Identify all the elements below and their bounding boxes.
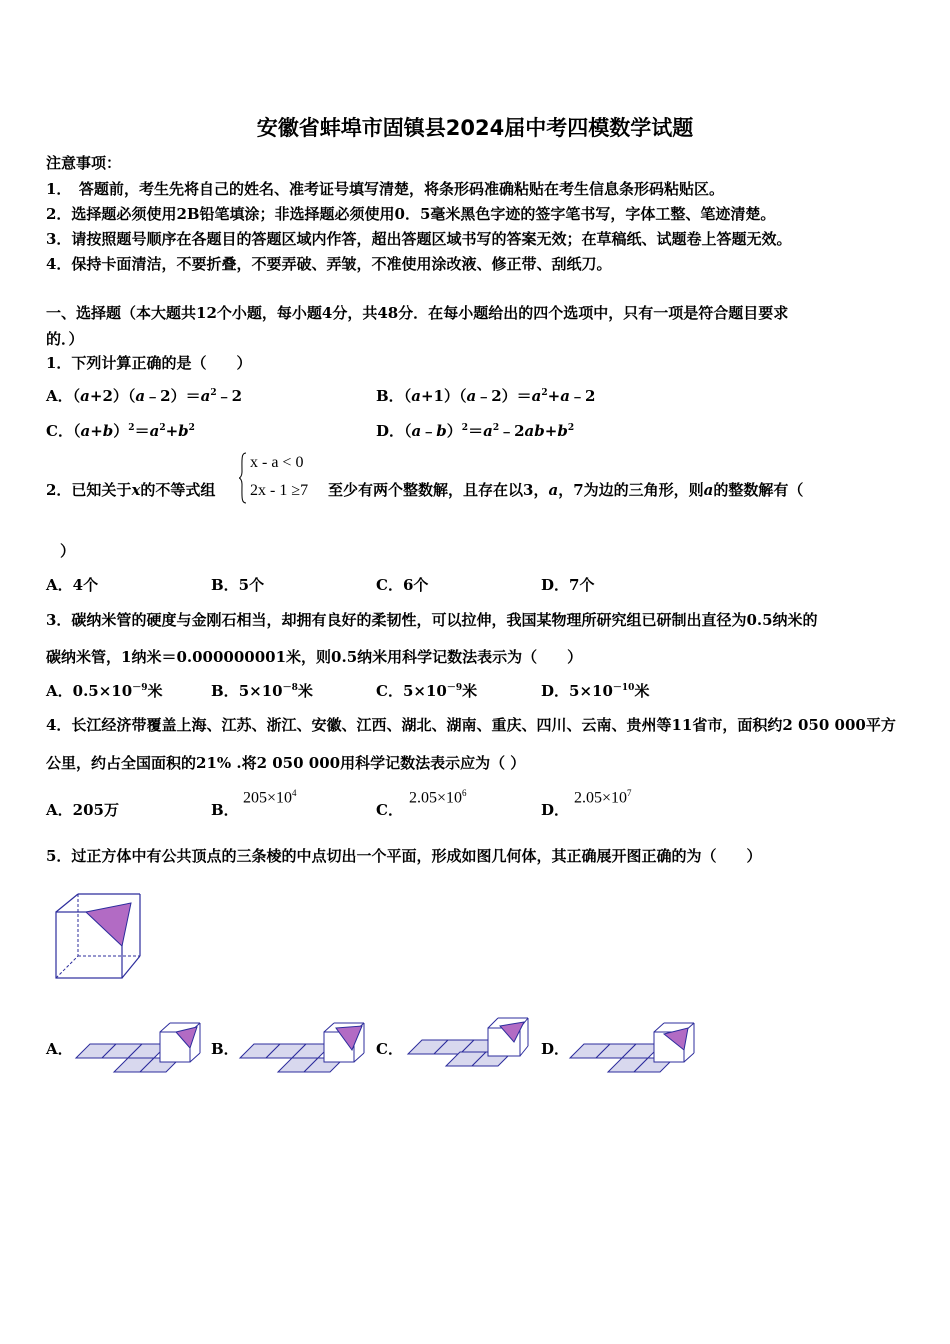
net-figure-a xyxy=(74,1020,202,1076)
q4-option-b-label: B． xyxy=(211,801,239,819)
net-figure-c xyxy=(406,1016,534,1072)
notice-item: 4．保持卡面清洁，不要折叠，不要弄破、弄皱，不准使用涂改液、修正带、刮纸刀。 xyxy=(46,255,612,273)
question-5-stem: 5．过正方体中有公共顶点的三条棱的中点切出一个平面，形成如图几何体，其正确展开图正确的为（ ） xyxy=(46,847,762,865)
question-3-stem-cont: 碳纳米管，1纳米＝0.000000001米，则0.5纳米用科学记数法表示为（ ） xyxy=(46,648,583,666)
question-2-stem: 2．已知关于x的不等式组 xyxy=(46,481,216,499)
q2-option-b: B．5个 xyxy=(211,576,265,594)
inequality-2: 2x - 1 ≥7 xyxy=(250,482,309,499)
question-4-stem: 4．长江经济带覆盖上海、江苏、浙江、安徽、江西、湖北、湖南、重庆、四川、云南、贵州等11省市，面积约2 050 000平方 xyxy=(46,716,896,734)
net-figure-d xyxy=(568,1020,696,1076)
q4-option-b: $205\times 10^4$ xyxy=(243,788,297,807)
notice-heading: 注意事项： xyxy=(46,154,122,172)
q1-option-c: C．$(a+b)^2=a^2+b^2$ xyxy=(46,422,195,440)
inequality-1: x - a < 0 xyxy=(250,454,304,471)
q1-option-d: D．$(a﹣b)^2=a^2﹣2ab+b^2$ xyxy=(376,422,575,440)
notice-item: 1． 答题前，考生先将自己的姓名、准考证号填写清楚，将条形码准确粘贴在考生信息条形码粘贴区。 xyxy=(46,180,724,198)
q2-option-c: C．6个 xyxy=(376,576,429,594)
q5-option-a-label: A． xyxy=(46,1040,73,1058)
question-2-stem-cont: 至少有两个整数解，且存在以3，a，7为边的三角形，则a的整数解有（ xyxy=(328,481,804,499)
section-heading-cont: 的．） xyxy=(46,330,84,348)
question-2-close: ） xyxy=(60,542,76,560)
q5-option-c-label: C． xyxy=(376,1040,403,1058)
q1-option-b: B．$(a+1)(a﹣2)=a^2+a﹣2$ xyxy=(376,387,596,405)
notice-item: 3．请按照题号顺序在各题目的答题区域内作答，超出答题区域书写的答案无效；在草稿纸、试题卷上答题无效。 xyxy=(46,230,792,248)
q5-option-d-label: D． xyxy=(541,1040,570,1058)
q3-option-c: C．$5\times 10^{-9}$米 xyxy=(376,682,478,700)
q4-option-d: $2.05\times 10^7$ xyxy=(574,788,632,807)
cube-figure xyxy=(50,890,145,985)
q5-option-b-label: B． xyxy=(211,1040,239,1058)
q3-option-d: D．$5\times 10^{-10}$米 xyxy=(541,682,650,700)
page-title: 安徽省蚌埠市固镇县2024届中考四模数学试题 xyxy=(256,116,694,140)
q4-option-c: $2.05\times 10^6$ xyxy=(409,788,467,807)
q4-option-c-label: C． xyxy=(376,801,403,819)
q3-option-a: A．$0.5\times 10^{-9}$米 xyxy=(46,682,163,700)
question-3-stem: 3．碳纳米管的硬度与金刚石相当，却拥有良好的柔韧性，可以拉伸，我国某物理所研究组已研制出直径为0.5纳米的 xyxy=(46,611,818,629)
q3-option-b: B．$5\times 10^{-8}$米 xyxy=(211,682,313,700)
section-heading: 一、选择题（本大题共12个小题，每小题4分，共48分．在每小题给出的四个选项中，只有一项是符合题目要求 xyxy=(46,304,789,322)
notice-item: 2．选择题必须使用2B铅笔填涂；非选择题必须使用0．5毫米黑色字迹的签字笔书写，字体工整、笔迹清楚。 xyxy=(46,205,776,223)
net-figure-b xyxy=(238,1020,366,1076)
q2-option-a: A．4个 xyxy=(46,576,99,594)
q4-option-d-label: D． xyxy=(541,801,570,819)
q1-option-a: A．$(a+2)(a﹣2)=a^2﹣2$ xyxy=(46,387,243,405)
question-1-stem: 1．下列计算正确的是（ ） xyxy=(46,354,252,372)
q4-option-a: A．205万 xyxy=(46,801,119,819)
q2-option-d: D．7个 xyxy=(541,576,595,594)
question-4-stem-cont: 公里，约占全国面积的21% .将2 050 000用科学记数法表示应为（ ） xyxy=(46,754,526,772)
brace xyxy=(238,452,248,504)
